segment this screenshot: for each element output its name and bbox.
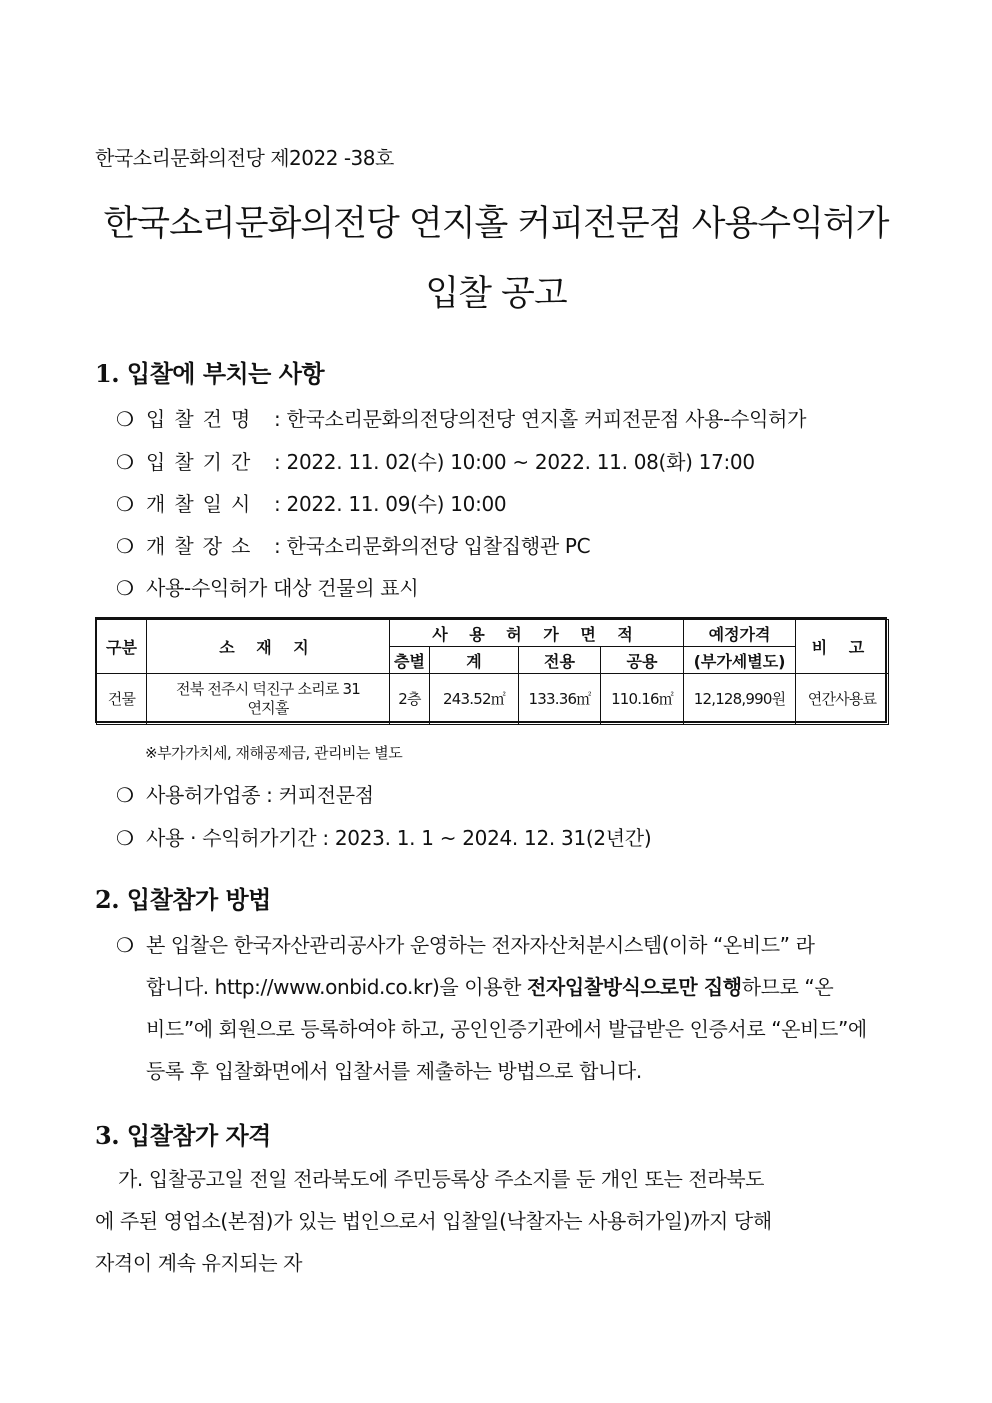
item-value: 한국소리문화의전당의전당 연지홀 커피전문점 사용-수익허가 — [286, 407, 807, 431]
item-separator: : — [274, 534, 281, 558]
qualification-line-2: 에 주된 영업소(본점)가 있는 법인으로서 입찰일(낙찰자는 사용허가일)까지 당해 — [95, 1209, 772, 1233]
item-value: 2022. 11. 09(수) 10:00 — [286, 492, 507, 516]
header-common: 공용 — [601, 647, 684, 674]
cell-total-area: 243.52㎡ — [430, 674, 519, 725]
item-separator: : — [274, 407, 281, 431]
cell-price: 12,128,990원 — [684, 674, 796, 725]
bullet-icon: ❍ — [116, 826, 134, 850]
method-text: 합니다. http://www.onbid.co.kr)을 이용한 — [146, 975, 527, 999]
item-value: 한국소리문화의전당 입찰집행관 PC — [286, 534, 591, 558]
announcement-title: 한국소리문화의전당 연지홀 커피전문점 사용수익허가 — [103, 204, 889, 244]
item-value: 사용 · 수익허가기간 : 2023. 1. 1 ~ 2024. 12. 31(2년간) — [146, 826, 652, 850]
cell-category: 건물 — [97, 674, 147, 725]
opening-place-item — [116, 530, 590, 559]
method-line-4: 등록 후 입찰화면에서 입찰서를 제출하는 방법으로 합니다. — [146, 1059, 642, 1083]
cell-location — [147, 674, 390, 725]
method-emphasis: 전자입찰방식으로만 집행 — [527, 975, 742, 999]
header-estimated-price: 예정가격 — [684, 620, 796, 647]
item-label: 개찰장소 — [146, 534, 260, 558]
item-value: 2022. 11. 02(수) 10:00 ~ 2022. 11. 08(화) 17:00 — [286, 450, 755, 474]
bid-name-item — [116, 403, 806, 432]
building-display-item — [116, 572, 418, 601]
announcement-subtitle: 입찰 공고 — [425, 274, 567, 314]
header-location: 소 재 지 — [147, 620, 390, 674]
bullet-icon: ❍ — [116, 407, 134, 431]
document-number: 한국소리문화의전당 제2022 -38호 — [95, 146, 394, 170]
cell-remarks: 연간사용료 — [796, 674, 889, 725]
qualification-line-3: 자격이 계속 유지되는 자 — [95, 1251, 303, 1275]
location-line-2: 연지홀 — [247, 699, 289, 717]
cell-floor: 2층 — [390, 674, 430, 725]
qualification-line-1: 가. 입찰공고일 전일 전라북도에 주민등록상 주소지를 둔 개인 또는 전라북도 — [118, 1167, 765, 1191]
header-total: 계 — [430, 647, 519, 674]
bullet-icon: ❍ — [116, 450, 134, 474]
header-vat-excluded: (부가세별도) — [684, 647, 796, 674]
header-category: 구분 — [97, 620, 147, 674]
cell-common-area: 110.16㎡ — [601, 674, 684, 725]
header-floor: 층별 — [390, 647, 430, 674]
method-line-3: 비드”에 회원으로 등록하여야 하고, 공인인증기관에서 발급받은 인증서로 “온비드”에 — [146, 1017, 867, 1041]
cell-exclusive-area: 133.36㎡ — [519, 674, 601, 725]
item-label: 입찰건명 — [146, 407, 260, 431]
item-label: 입찰기간 — [146, 450, 260, 474]
item-separator: : — [274, 492, 281, 516]
item-separator: : — [274, 450, 281, 474]
bullet-icon: ❍ — [116, 933, 134, 957]
method-text: 본 입찰은 한국자산관리공사가 운영하는 전자자산처분시스템(이하 “온비드” 라 — [146, 933, 815, 957]
location-line-1: 전북 전주시 덕진구 소리로 31 — [176, 680, 360, 699]
item-value: 사용허가업종 : 커피전문점 — [146, 783, 374, 807]
bullet-icon: ❍ — [116, 534, 134, 558]
section-2-heading: 2. 입찰참가 방법 — [95, 885, 271, 914]
building-table — [96, 619, 889, 725]
item-value: 사용-수익허가 대상 건물의 표시 — [146, 576, 419, 600]
header-permit-area: 사 용 허 가 면 적 — [390, 620, 684, 647]
section-3-heading: 3. 입찰참가 자격 — [95, 1121, 271, 1150]
table-row — [97, 674, 889, 725]
bullet-icon: ❍ — [116, 783, 134, 807]
section-1-heading: 1. 입찰에 부치는 사항 — [95, 359, 325, 388]
header-remarks: 비 고 — [796, 620, 889, 674]
bullet-icon: ❍ — [116, 576, 134, 600]
header-exclusive: 전용 — [519, 647, 601, 674]
method-text: 하므로 “온 — [741, 975, 834, 999]
bullet-icon: ❍ — [116, 492, 134, 516]
business-type-item — [116, 779, 374, 808]
permit-period-item — [116, 822, 651, 851]
opening-date-item — [116, 488, 506, 517]
item-label: 개찰일시 — [146, 492, 260, 516]
table-footnote: ※부가가치세, 재해공제금, 관리비는 별도 — [145, 744, 403, 762]
method-line-1 — [116, 929, 815, 958]
method-line-2 — [146, 971, 833, 1000]
bid-period-item — [116, 446, 755, 475]
